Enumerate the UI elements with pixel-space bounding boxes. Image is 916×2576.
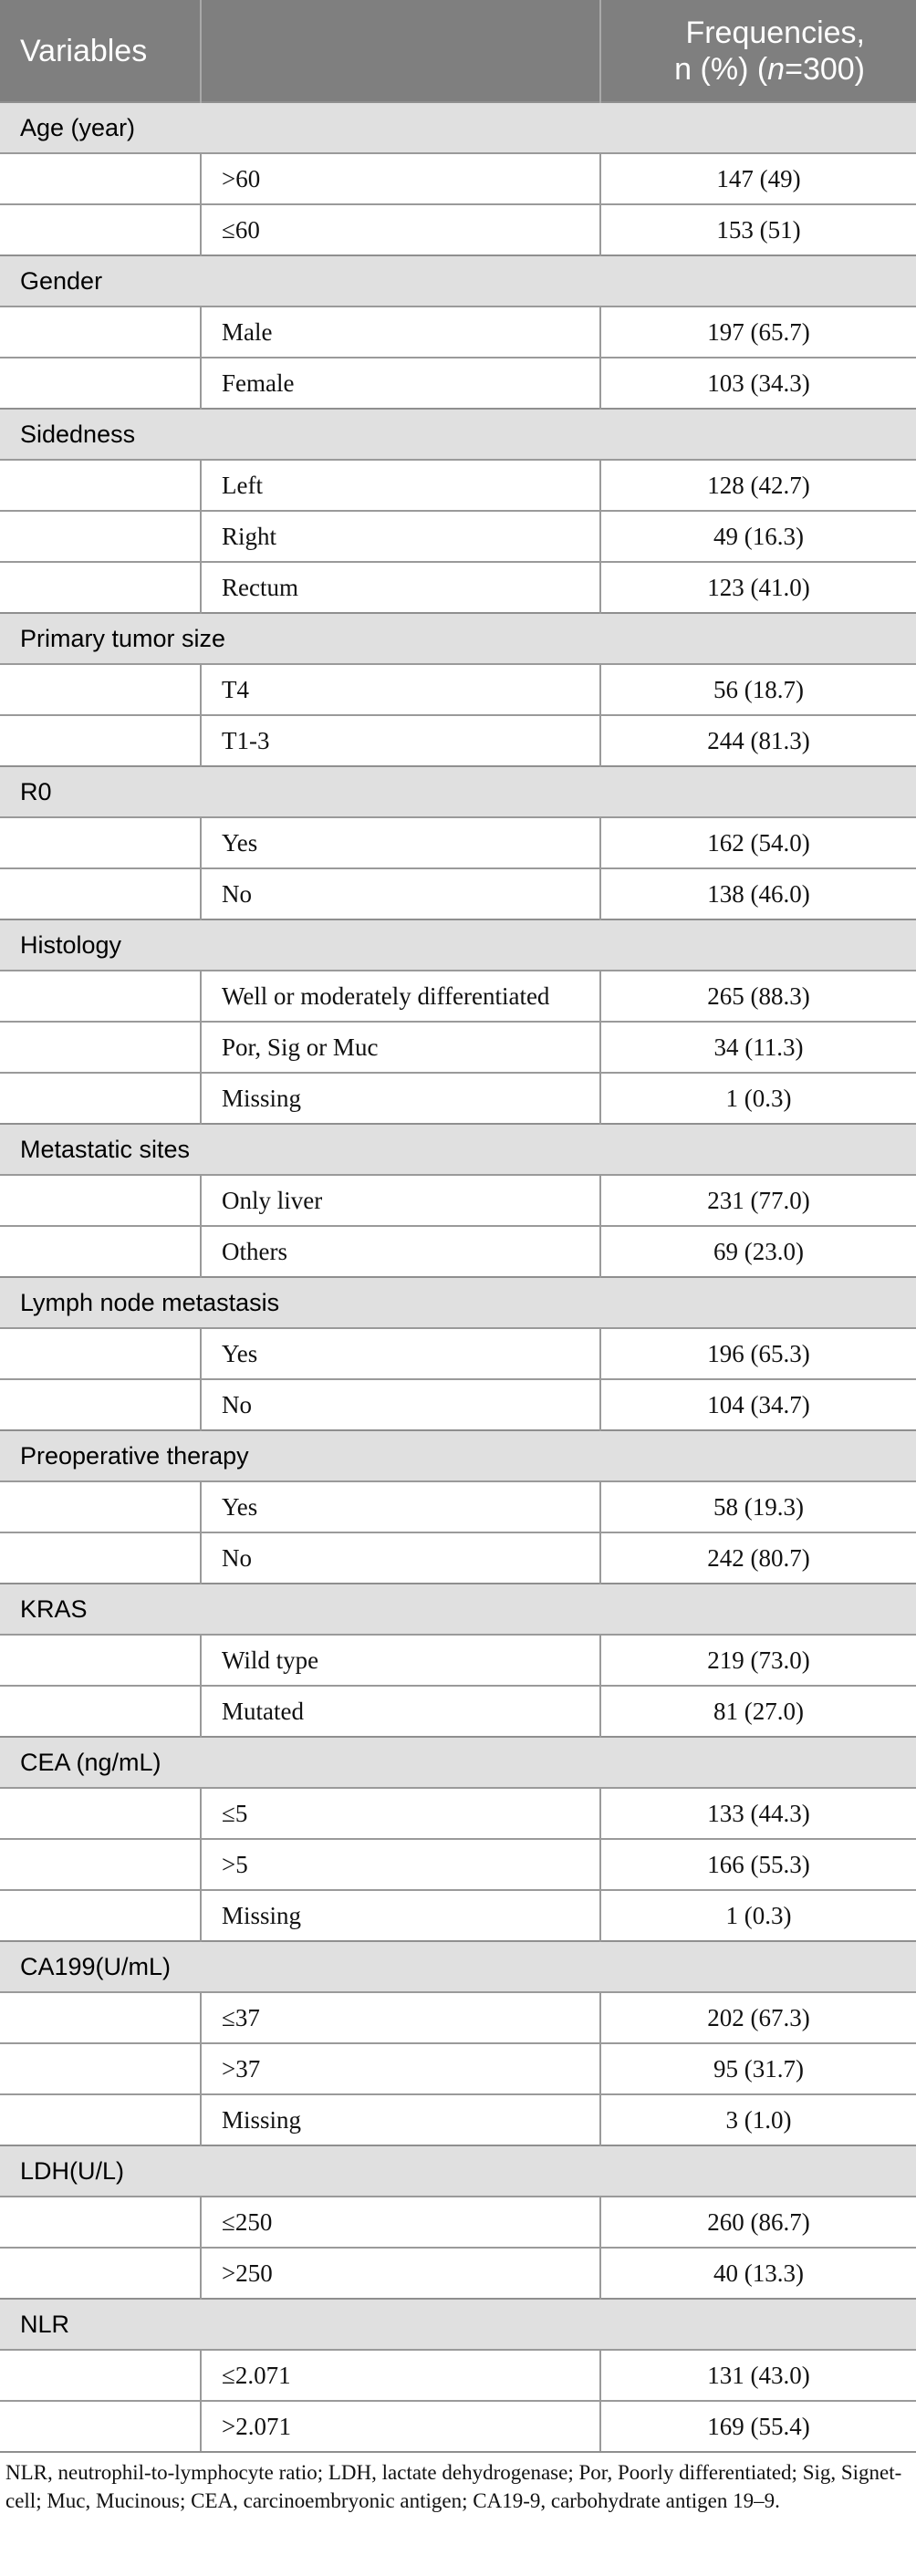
group-label: NLR (0, 2299, 916, 2350)
table-row (0, 153, 916, 204)
group-label: Preoperative therapy (0, 1430, 916, 1481)
row-spacer (0, 664, 201, 715)
row-category: Rectum (201, 562, 600, 613)
row-frequency: 69 (23.0) (600, 1226, 916, 1277)
group-row (0, 2299, 916, 2350)
header-variables: Variables (0, 0, 201, 102)
row-frequency: 169 (55.4) (600, 2401, 916, 2452)
row-category: Female (201, 358, 600, 409)
group-label: R0 (0, 766, 916, 817)
group-row (0, 1941, 916, 1992)
table-row (0, 460, 916, 511)
row-spacer (0, 2401, 201, 2452)
row-frequency: 219 (73.0) (600, 1635, 916, 1686)
header-frequencies (600, 0, 916, 102)
row-category: Yes (201, 817, 600, 868)
row-spacer (0, 817, 201, 868)
row-category: >2.071 (201, 2401, 600, 2452)
row-frequency: 81 (27.0) (600, 1686, 916, 1737)
table-header (0, 0, 916, 102)
row-frequency: 1 (0.3) (600, 1073, 916, 1124)
row-frequency: 1 (0.3) (600, 1890, 916, 1941)
table-row (0, 1073, 916, 1124)
row-spacer (0, 2350, 201, 2401)
row-category: No (201, 1379, 600, 1430)
row-frequency: 34 (11.3) (600, 1022, 916, 1073)
table-row (0, 868, 916, 919)
row-category: >60 (201, 153, 600, 204)
row-category: T1-3 (201, 715, 600, 766)
row-frequency: 104 (34.7) (600, 1379, 916, 1430)
table-row (0, 1686, 916, 1737)
group-row (0, 613, 916, 664)
row-category: ≤250 (201, 2197, 600, 2248)
row-frequency: 40 (13.3) (600, 2248, 916, 2299)
table-row (0, 2197, 916, 2248)
table-row (0, 1226, 916, 1277)
row-frequency: 260 (86.7) (600, 2197, 916, 2248)
table-row (0, 664, 916, 715)
row-category: ≤60 (201, 204, 600, 255)
table-row (0, 358, 916, 409)
row-category: Male (201, 306, 600, 358)
row-category: ≤37 (201, 1992, 600, 2043)
group-label: Age (year) (0, 102, 916, 153)
group-label: CA199(U/mL) (0, 1941, 916, 1992)
row-spacer (0, 1022, 201, 1073)
row-category: No (201, 868, 600, 919)
header-frequencies-n: n (767, 51, 786, 87)
table-row (0, 817, 916, 868)
header-frequencies-post: =300) (785, 51, 865, 87)
row-category: Missing (201, 1890, 600, 1941)
row-category: >5 (201, 1839, 600, 1890)
row-spacer (0, 1788, 201, 1839)
group-label: Gender (0, 255, 916, 306)
row-spacer (0, 1992, 201, 2043)
table-row (0, 1175, 916, 1226)
header-frequencies-pre: n (%) ( (674, 51, 768, 87)
table-row (0, 204, 916, 255)
row-category: ≤2.071 (201, 2350, 600, 2401)
row-spacer (0, 1328, 201, 1379)
row-spacer (0, 1839, 201, 1890)
row-spacer (0, 868, 201, 919)
row-spacer (0, 460, 201, 511)
row-category: Right (201, 511, 600, 562)
group-label: Histology (0, 919, 916, 971)
group-row (0, 1430, 916, 1481)
row-category: Yes (201, 1328, 600, 1379)
table-row (0, 715, 916, 766)
row-category: Por, Sig or Muc (201, 1022, 600, 1073)
row-spacer (0, 562, 201, 613)
row-spacer (0, 1073, 201, 1124)
table-row (0, 1992, 916, 2043)
row-category: Only liver (201, 1175, 600, 1226)
table-row (0, 2248, 916, 2299)
row-spacer (0, 1379, 201, 1430)
group-row (0, 919, 916, 971)
row-category: No (201, 1532, 600, 1584)
row-frequency: 138 (46.0) (600, 868, 916, 919)
table-body (0, 102, 916, 2452)
row-frequency: 123 (41.0) (600, 562, 916, 613)
row-frequency: 103 (34.3) (600, 358, 916, 409)
group-label: Metastatic sites (0, 1124, 916, 1175)
row-frequency: 49 (16.3) (600, 511, 916, 562)
row-spacer (0, 1890, 201, 1941)
row-spacer (0, 1686, 201, 1737)
row-frequency: 166 (55.3) (600, 1839, 916, 1890)
row-frequency: 242 (80.7) (600, 1532, 916, 1584)
group-label: CEA (ng/mL) (0, 1737, 916, 1788)
table-row (0, 1635, 916, 1686)
row-spacer (0, 306, 201, 358)
row-spacer (0, 1635, 201, 1686)
row-spacer (0, 511, 201, 562)
row-frequency: 196 (65.3) (600, 1328, 916, 1379)
row-spacer (0, 715, 201, 766)
header-frequencies-line1: Frequencies, (685, 15, 865, 50)
row-frequency: 265 (88.3) (600, 971, 916, 1022)
table-row (0, 1788, 916, 1839)
row-category: Left (201, 460, 600, 511)
table-row (0, 2043, 916, 2094)
row-frequency: 131 (43.0) (600, 2350, 916, 2401)
row-frequency: 197 (65.7) (600, 306, 916, 358)
group-row (0, 409, 916, 460)
group-label: Sidedness (0, 409, 916, 460)
table-row (0, 1022, 916, 1073)
group-row (0, 1584, 916, 1635)
row-category: Others (201, 1226, 600, 1277)
group-label: Lymph node metastasis (0, 1277, 916, 1328)
group-row (0, 766, 916, 817)
row-category: Mutated (201, 1686, 600, 1737)
group-row (0, 1277, 916, 1328)
table-footnote: NLR, neutrophil-to-lymphocyte ratio; LDH, lactate dehydrogenase; Por, Poorly differentiated; Sig, Signet-cell; Muc, Mucinous; CEA, carcinoembryonic antigen; CA19-9, carbohydrate antigen 19–9. (5, 2461, 902, 2512)
group-label: Primary tumor size (0, 613, 916, 664)
table-row (0, 1481, 916, 1532)
row-frequency: 128 (42.7) (600, 460, 916, 511)
row-frequency: 162 (54.0) (600, 817, 916, 868)
group-label: LDH(U/L) (0, 2145, 916, 2197)
row-spacer (0, 153, 201, 204)
row-frequency: 147 (49) (600, 153, 916, 204)
row-category: >250 (201, 2248, 600, 2299)
row-frequency: 3 (1.0) (600, 2094, 916, 2145)
row-frequency: 244 (81.3) (600, 715, 916, 766)
group-label: KRAS (0, 1584, 916, 1635)
group-row (0, 2145, 916, 2197)
header-row (0, 0, 916, 102)
table-row (0, 2350, 916, 2401)
row-spacer (0, 2197, 201, 2248)
row-spacer (0, 971, 201, 1022)
row-category: >37 (201, 2043, 600, 2094)
table-row (0, 1839, 916, 1890)
group-row (0, 102, 916, 153)
row-category: Wild type (201, 1635, 600, 1686)
row-spacer (0, 1175, 201, 1226)
group-row (0, 1737, 916, 1788)
table-row (0, 2401, 916, 2452)
table-row (0, 1532, 916, 1584)
group-row (0, 255, 916, 306)
group-row (0, 1124, 916, 1175)
row-frequency: 58 (19.3) (600, 1481, 916, 1532)
row-spacer (0, 204, 201, 255)
row-frequency: 56 (18.7) (600, 664, 916, 715)
row-category: Missing (201, 1073, 600, 1124)
table-row (0, 562, 916, 613)
row-frequency: 153 (51) (600, 204, 916, 255)
table-row (0, 1890, 916, 1941)
table-row (0, 1328, 916, 1379)
row-category: ≤5 (201, 1788, 600, 1839)
table-row (0, 511, 916, 562)
row-frequency: 95 (31.7) (600, 2043, 916, 2094)
row-spacer (0, 358, 201, 409)
row-spacer (0, 1226, 201, 1277)
table-row (0, 306, 916, 358)
row-spacer (0, 2043, 201, 2094)
row-spacer (0, 2094, 201, 2145)
row-spacer (0, 2248, 201, 2299)
row-category: T4 (201, 664, 600, 715)
row-frequency: 133 (44.3) (600, 1788, 916, 1839)
row-spacer (0, 1532, 201, 1584)
table-row (0, 2094, 916, 2145)
row-category: Well or moderately differentiated (201, 971, 600, 1022)
row-category: Missing (201, 2094, 600, 2145)
table-row (0, 971, 916, 1022)
row-category: Yes (201, 1481, 600, 1532)
header-subcategory (201, 0, 600, 102)
row-spacer (0, 1481, 201, 1532)
table-row (0, 1379, 916, 1430)
row-frequency: 202 (67.3) (600, 1992, 916, 2043)
row-frequency: 231 (77.0) (600, 1175, 916, 1226)
